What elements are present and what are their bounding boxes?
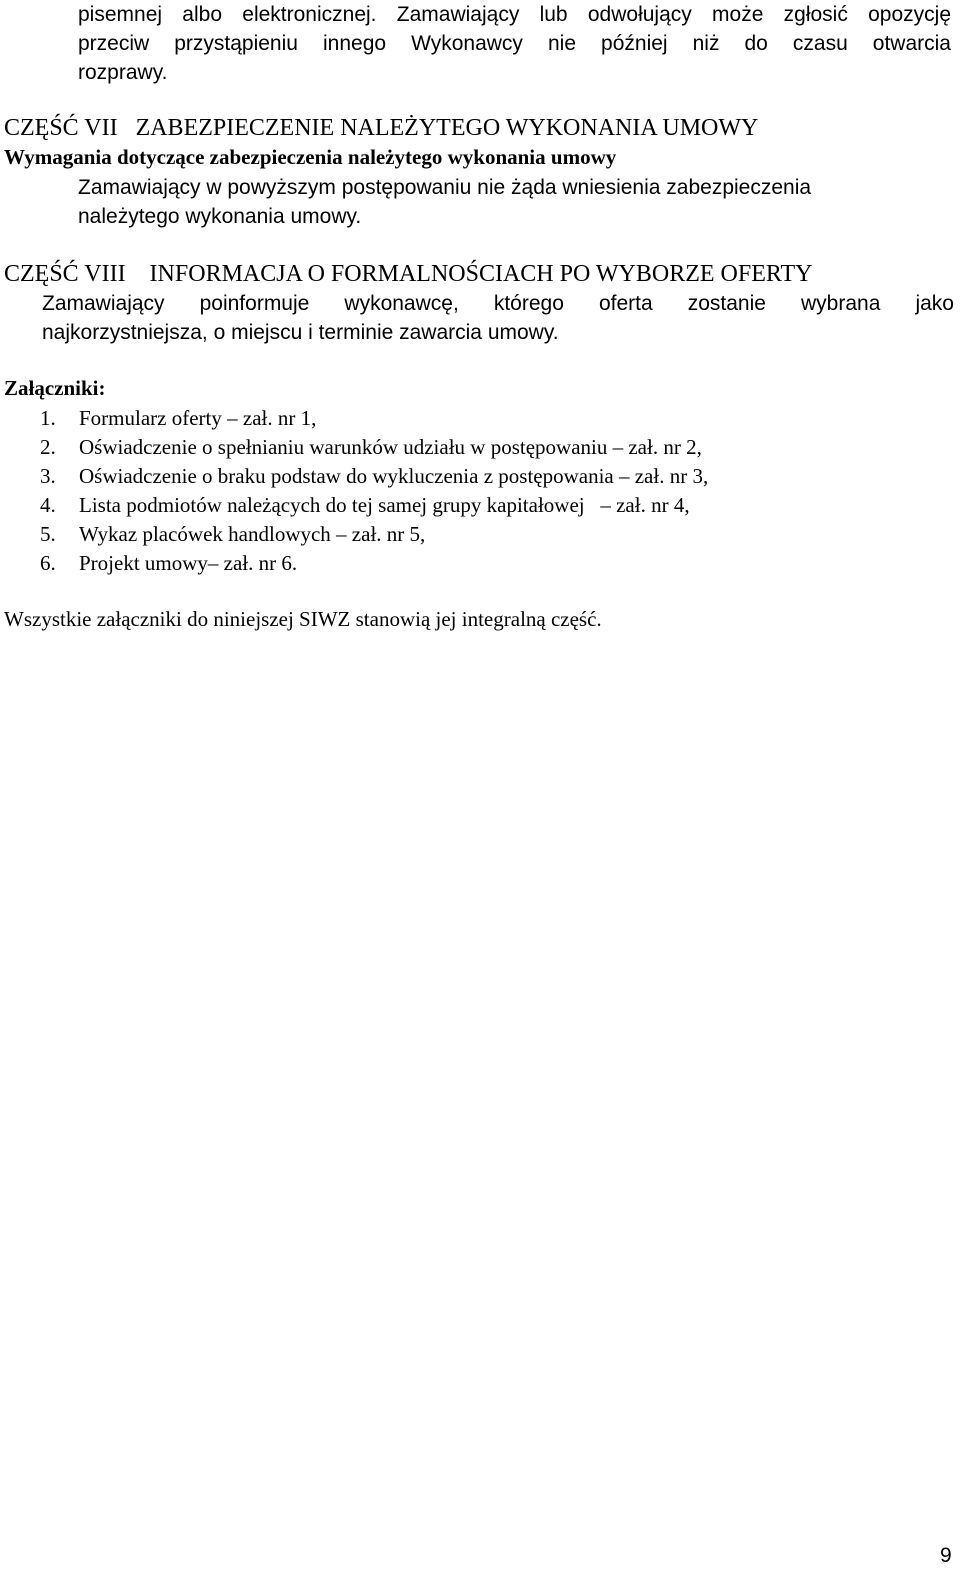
section-8-heading: CZĘŚĆ VIII INFORMACJA O FORMALNOŚCIACH PO WYBORZE OFERTY	[4, 261, 813, 287]
attachments-heading: Załączniki:	[4, 376, 106, 400]
page-number: 9	[940, 1544, 952, 1567]
list-item-number: 6.	[40, 551, 56, 575]
section-7-body-line-1: Zamawiający w powyższym postępowaniu nie żąda wniesienia zabezpieczenia	[78, 176, 812, 199]
top-paragraph-line-1: pisemnej albo elektronicznej. Zamawiający lub odwołujący może zgłosić opozycję	[78, 3, 951, 26]
list-item-number: 4.	[40, 493, 56, 517]
list-item-text: Oświadczenie o braku podstaw do wykluczenia z postępowania – zał. nr 3,	[79, 464, 709, 488]
closing-statement: Wszystkie załączniki do niniejszej SIWZ stanowią jej integralną część.	[4, 607, 602, 631]
top-paragraph-line-3: rozprawy.	[78, 61, 168, 84]
list-item-text: Projekt umowy– zał. nr 6.	[79, 551, 298, 575]
list-item-text: Lista podmiotów należących do tej samej grupy kapitałowej – zał. nr 4,	[79, 493, 690, 517]
section-7-heading: CZĘŚĆ VII ZABEZPIECZENIE NALEŻYTEGO WYKONANIA UMOWY	[4, 115, 759, 141]
list-item-number: 3.	[40, 464, 56, 488]
section-8-body-line-1: Zamawiający poinformuje wykonawcę, którego oferta zostanie wybrana jako	[42, 292, 954, 315]
list-item-text: Oświadczenie o spełnianiu warunków udziału w postępowaniu – zał. nr 2,	[79, 435, 702, 459]
top-paragraph-line-2: przeciw przystąpieniu innego Wykonawcy nie później niż do czasu otwarcia	[78, 32, 951, 55]
section-8-body-line-2: najkorzystniejsza, o miejscu i terminie zawarcia umowy.	[42, 321, 559, 344]
section-7-subheading: Wymagania dotyczące zabezpieczenia należytego wykonania umowy	[4, 145, 617, 169]
list-item-number: 5.	[40, 522, 56, 546]
list-item-text: Wykaz placówek handlowych – zał. nr 5,	[79, 522, 426, 546]
list-item-text: Formularz oferty – zał. nr 1,	[79, 406, 317, 430]
section-7-body-line-2: należytego wykonania umowy.	[78, 205, 362, 228]
list-item-number: 2.	[40, 435, 56, 459]
list-item-number: 1.	[40, 406, 56, 430]
